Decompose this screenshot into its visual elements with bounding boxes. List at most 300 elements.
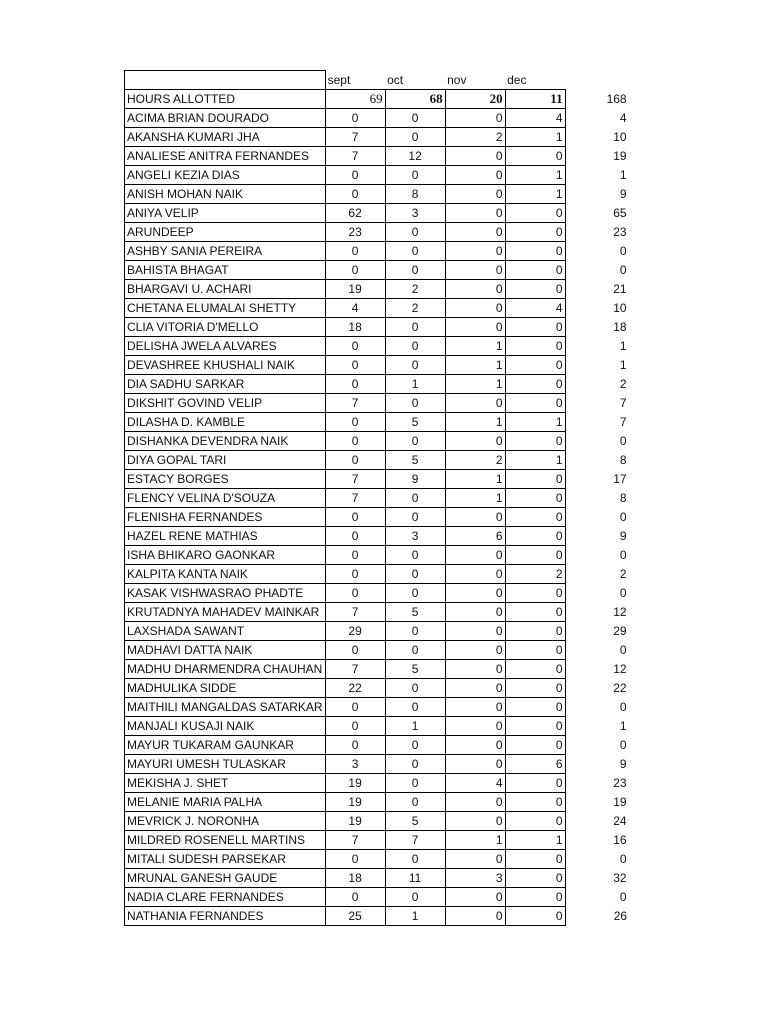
table-row bbox=[125, 868, 630, 887]
student-name: NATHANIA FERNANDES bbox=[125, 906, 326, 925]
table-row bbox=[125, 203, 630, 222]
student-name: MEKISHA J. SHET bbox=[125, 773, 326, 792]
dec-hours: 0 bbox=[505, 507, 565, 526]
dec-hours: 0 bbox=[505, 792, 565, 811]
table-row bbox=[125, 526, 630, 545]
table-row bbox=[125, 602, 630, 621]
nov-hours: 0 bbox=[445, 507, 505, 526]
sept-hours: 4 bbox=[325, 298, 385, 317]
nov-hours: 0 bbox=[445, 659, 505, 678]
oct-hours: 1 bbox=[385, 716, 445, 735]
student-name: HAZEL RENE MATHIAS bbox=[125, 526, 326, 545]
nov-hours: 0 bbox=[445, 602, 505, 621]
student-name: FLENCY VELINA D'SOUZA bbox=[125, 488, 326, 507]
nov-hours: 0 bbox=[445, 697, 505, 716]
oct-hours: 0 bbox=[385, 621, 445, 640]
sept-hours: 0 bbox=[325, 849, 385, 868]
month-header-sept: sept bbox=[327, 72, 351, 87]
table-row bbox=[125, 678, 630, 697]
dec-hours: 0 bbox=[505, 716, 565, 735]
dec-hours: 0 bbox=[505, 146, 565, 165]
total-hours: 1 bbox=[619, 167, 627, 182]
dec-hours: 1 bbox=[505, 412, 565, 431]
oct-hours: 5 bbox=[385, 811, 445, 830]
nov-hours: 1 bbox=[445, 336, 505, 355]
sept-hours: 7 bbox=[325, 469, 385, 488]
nov-hours: 4 bbox=[445, 773, 505, 792]
dec-hours: 0 bbox=[505, 906, 565, 925]
oct-hours: 5 bbox=[385, 412, 445, 431]
hours-oct: 68 bbox=[385, 89, 445, 108]
oct-hours: 0 bbox=[385, 678, 445, 697]
table-row bbox=[125, 412, 630, 431]
student-name: MADHULIKA SIDDE bbox=[125, 678, 326, 697]
nov-hours: 0 bbox=[445, 222, 505, 241]
table-row bbox=[125, 830, 630, 849]
nov-hours: 0 bbox=[445, 241, 505, 260]
oct-hours: 5 bbox=[385, 659, 445, 678]
oct-hours: 2 bbox=[385, 279, 445, 298]
table-row bbox=[125, 393, 630, 412]
student-name: CHETANA ELUMALAI SHETTY bbox=[125, 298, 326, 317]
total-hours: 23 bbox=[613, 224, 627, 239]
total-hours: 1 bbox=[619, 718, 627, 733]
sept-hours: 0 bbox=[325, 355, 385, 374]
nov-hours: 0 bbox=[445, 545, 505, 564]
total-hours: 24 bbox=[613, 813, 627, 828]
total-hours: 22 bbox=[613, 680, 627, 695]
nov-hours: 0 bbox=[445, 260, 505, 279]
student-name: NADIA CLARE FERNANDES bbox=[125, 887, 326, 906]
sept-hours: 25 bbox=[325, 906, 385, 925]
nov-hours: 0 bbox=[445, 792, 505, 811]
student-name: KRUTADNYA MAHADEV MAINKAR bbox=[125, 602, 326, 621]
oct-hours: 0 bbox=[385, 754, 445, 773]
sept-hours: 19 bbox=[325, 811, 385, 830]
sept-hours: 0 bbox=[325, 526, 385, 545]
sept-hours: 0 bbox=[325, 583, 385, 602]
oct-hours: 0 bbox=[385, 222, 445, 241]
dec-hours: 1 bbox=[505, 165, 565, 184]
sept-hours: 0 bbox=[325, 165, 385, 184]
total-hours: 8 bbox=[619, 490, 627, 505]
dec-hours: 0 bbox=[505, 241, 565, 260]
student-name: DIA SADHU SARKAR bbox=[125, 374, 326, 393]
attendance-hours-table bbox=[124, 70, 630, 926]
table-row bbox=[125, 317, 630, 336]
total-hours: 0 bbox=[619, 547, 627, 562]
sept-hours: 0 bbox=[325, 241, 385, 260]
oct-hours: 0 bbox=[385, 260, 445, 279]
student-name: ACIMA BRIAN DOURADO bbox=[125, 108, 326, 127]
hours-sept: 69 bbox=[325, 89, 385, 108]
hours-allotted-label: HOURS ALLOTTED bbox=[125, 89, 326, 108]
sept-hours: 0 bbox=[325, 450, 385, 469]
student-name: BAHISTA BHAGAT bbox=[125, 260, 326, 279]
total-hours: 9 bbox=[619, 186, 627, 201]
table-row bbox=[125, 469, 630, 488]
nov-hours: 0 bbox=[445, 754, 505, 773]
total-hours: 23 bbox=[613, 775, 627, 790]
table-row bbox=[125, 887, 630, 906]
sept-hours: 0 bbox=[325, 374, 385, 393]
table-row bbox=[125, 298, 630, 317]
total-hours: 17 bbox=[613, 471, 627, 486]
table-row bbox=[125, 545, 630, 564]
oct-hours: 0 bbox=[385, 773, 445, 792]
student-name: DIYA GOPAL TARI bbox=[125, 450, 326, 469]
sept-hours: 0 bbox=[325, 716, 385, 735]
table-row bbox=[125, 507, 630, 526]
dec-hours: 0 bbox=[505, 393, 565, 412]
oct-hours: 0 bbox=[385, 488, 445, 507]
student-name: DELISHA JWELA ALVARES bbox=[125, 336, 326, 355]
sept-hours: 0 bbox=[325, 735, 385, 754]
table-row bbox=[125, 127, 630, 146]
student-name: DIKSHIT GOVIND VELIP bbox=[125, 393, 326, 412]
total-hours: 7 bbox=[619, 414, 627, 429]
oct-hours: 7 bbox=[385, 830, 445, 849]
dec-hours: 1 bbox=[505, 127, 565, 146]
total-hours: 9 bbox=[619, 756, 627, 771]
student-name: LAXSHADA SAWANT bbox=[125, 621, 326, 640]
oct-hours: 0 bbox=[385, 564, 445, 583]
oct-hours: 0 bbox=[385, 507, 445, 526]
sept-hours: 19 bbox=[325, 792, 385, 811]
nov-hours: 0 bbox=[445, 887, 505, 906]
student-name: MANJALI KUSAJI NAIK bbox=[125, 716, 326, 735]
student-name: DISHANKA DEVENDRA NAIK bbox=[125, 431, 326, 450]
student-name: ISHA BHIKARO GAONKAR bbox=[125, 545, 326, 564]
table-row bbox=[125, 336, 630, 355]
student-name: MELANIE MARIA PALHA bbox=[125, 792, 326, 811]
student-name: FLENISHA FERNANDES bbox=[125, 507, 326, 526]
oct-hours: 5 bbox=[385, 450, 445, 469]
nov-hours: 0 bbox=[445, 811, 505, 830]
dec-hours: 0 bbox=[505, 526, 565, 545]
total-hours: 0 bbox=[619, 851, 627, 866]
total-hours: 0 bbox=[619, 262, 627, 277]
dec-hours: 0 bbox=[505, 203, 565, 222]
table-row bbox=[125, 146, 630, 165]
table-row bbox=[125, 564, 630, 583]
total-hours: 21 bbox=[613, 281, 627, 296]
table-row bbox=[125, 792, 630, 811]
oct-hours: 0 bbox=[385, 735, 445, 754]
oct-hours: 3 bbox=[385, 526, 445, 545]
dec-hours: 1 bbox=[505, 830, 565, 849]
table-row bbox=[125, 488, 630, 507]
dec-hours: 2 bbox=[505, 564, 565, 583]
oct-hours: 0 bbox=[385, 165, 445, 184]
student-name: MAYURI UMESH TULASKAR bbox=[125, 754, 326, 773]
nov-hours: 0 bbox=[445, 279, 505, 298]
total-header-cell bbox=[565, 71, 629, 90]
sept-hours: 0 bbox=[325, 184, 385, 203]
oct-hours: 3 bbox=[385, 203, 445, 222]
total-hours: 65 bbox=[613, 205, 627, 220]
student-name: ASHBY SANIA PEREIRA bbox=[125, 241, 326, 260]
table-row bbox=[125, 279, 630, 298]
total-hours: 0 bbox=[619, 737, 627, 752]
nov-hours: 0 bbox=[445, 640, 505, 659]
dec-hours: 0 bbox=[505, 583, 565, 602]
nov-hours: 0 bbox=[445, 564, 505, 583]
nov-hours: 1 bbox=[445, 374, 505, 393]
nov-hours: 0 bbox=[445, 203, 505, 222]
dec-hours: 1 bbox=[505, 450, 565, 469]
student-name: AKANSHA KUMARI JHA bbox=[125, 127, 326, 146]
dec-hours: 0 bbox=[505, 545, 565, 564]
dec-hours: 6 bbox=[505, 754, 565, 773]
student-name: ANISH MOHAN NAIK bbox=[125, 184, 326, 203]
total-hours: 10 bbox=[613, 300, 627, 315]
hours-total: 168 bbox=[606, 91, 627, 106]
student-name: CLIA VITORIA D'MELLO bbox=[125, 317, 326, 336]
table-row bbox=[125, 621, 630, 640]
oct-hours: 12 bbox=[385, 146, 445, 165]
oct-hours: 0 bbox=[385, 640, 445, 659]
total-hours: 2 bbox=[619, 566, 627, 581]
student-name: DILASHA D. KAMBLE bbox=[125, 412, 326, 431]
oct-hours: 0 bbox=[385, 545, 445, 564]
student-name: MAITHILI MANGALDAS SATARKAR bbox=[125, 697, 326, 716]
month-header-oct: oct bbox=[387, 72, 404, 87]
total-hours: 29 bbox=[613, 623, 627, 638]
month-header-dec: dec bbox=[507, 72, 527, 87]
student-name: KALPITA KANTA NAIK bbox=[125, 564, 326, 583]
oct-hours: 0 bbox=[385, 431, 445, 450]
nov-hours: 0 bbox=[445, 431, 505, 450]
student-name: ESTACY BORGES bbox=[125, 469, 326, 488]
sept-hours: 0 bbox=[325, 431, 385, 450]
nov-hours: 0 bbox=[445, 906, 505, 925]
total-hours: 9 bbox=[619, 528, 627, 543]
table-row bbox=[125, 583, 630, 602]
table-row bbox=[125, 754, 630, 773]
month-header-nov: nov bbox=[447, 72, 467, 87]
total-hours: 16 bbox=[613, 832, 627, 847]
dec-hours: 0 bbox=[505, 222, 565, 241]
sept-hours: 0 bbox=[325, 697, 385, 716]
table-row bbox=[125, 735, 630, 754]
sept-hours: 0 bbox=[325, 260, 385, 279]
nov-hours: 0 bbox=[445, 146, 505, 165]
sept-hours: 0 bbox=[325, 887, 385, 906]
sept-hours: 7 bbox=[325, 488, 385, 507]
table-row bbox=[125, 697, 630, 716]
oct-hours: 1 bbox=[385, 374, 445, 393]
total-hours: 1 bbox=[619, 338, 627, 353]
student-name: MADHAVI DATTA NAIK bbox=[125, 640, 326, 659]
total-hours: 12 bbox=[613, 604, 627, 619]
nov-hours: 0 bbox=[445, 621, 505, 640]
oct-hours: 0 bbox=[385, 127, 445, 146]
total-hours: 12 bbox=[613, 661, 627, 676]
dec-hours: 0 bbox=[505, 260, 565, 279]
sept-hours: 0 bbox=[325, 336, 385, 355]
nov-hours: 0 bbox=[445, 583, 505, 602]
total-hours: 0 bbox=[619, 699, 627, 714]
table-row bbox=[125, 906, 630, 925]
dec-hours: 0 bbox=[505, 773, 565, 792]
oct-hours: 8 bbox=[385, 184, 445, 203]
student-name: KASAK VISHWASRAO PHADTE bbox=[125, 583, 326, 602]
table-row bbox=[125, 374, 630, 393]
nov-hours: 1 bbox=[445, 355, 505, 374]
oct-hours: 0 bbox=[385, 583, 445, 602]
table-row bbox=[125, 716, 630, 735]
dec-hours: 0 bbox=[505, 868, 565, 887]
student-name: MILDRED ROSENELL MARTINS bbox=[125, 830, 326, 849]
dec-hours: 0 bbox=[505, 811, 565, 830]
nov-hours: 2 bbox=[445, 450, 505, 469]
total-hours: 0 bbox=[619, 585, 627, 600]
dec-hours: 0 bbox=[505, 602, 565, 621]
table-row bbox=[125, 849, 630, 868]
student-name: ANIYA VELIP bbox=[125, 203, 326, 222]
sept-hours: 19 bbox=[325, 773, 385, 792]
dec-hours: 0 bbox=[505, 887, 565, 906]
student-name: MEVRICK J. NORONHA bbox=[125, 811, 326, 830]
sept-hours: 7 bbox=[325, 146, 385, 165]
dec-hours: 4 bbox=[505, 298, 565, 317]
sept-hours: 0 bbox=[325, 108, 385, 127]
nov-hours: 0 bbox=[445, 735, 505, 754]
dec-hours: 0 bbox=[505, 678, 565, 697]
oct-hours: 0 bbox=[385, 393, 445, 412]
dec-hours: 0 bbox=[505, 640, 565, 659]
total-hours: 0 bbox=[619, 243, 627, 258]
nov-hours: 0 bbox=[445, 716, 505, 735]
sept-hours: 7 bbox=[325, 830, 385, 849]
oct-hours: 0 bbox=[385, 336, 445, 355]
dec-hours: 0 bbox=[505, 431, 565, 450]
total-hours: 4 bbox=[619, 110, 627, 125]
student-name: BHARGAVI U. ACHARI bbox=[125, 279, 326, 298]
nov-hours: 0 bbox=[445, 298, 505, 317]
sept-hours: 19 bbox=[325, 279, 385, 298]
hours-dec: 11 bbox=[505, 89, 565, 108]
table-row bbox=[125, 222, 630, 241]
dec-hours: 0 bbox=[505, 469, 565, 488]
oct-hours: 9 bbox=[385, 469, 445, 488]
dec-hours: 0 bbox=[505, 374, 565, 393]
table-row bbox=[125, 811, 630, 830]
hours-nov: 20 bbox=[445, 89, 505, 108]
blank-header-cell bbox=[125, 71, 326, 90]
dec-hours: 0 bbox=[505, 317, 565, 336]
total-hours: 0 bbox=[619, 642, 627, 657]
oct-hours: 0 bbox=[385, 241, 445, 260]
sept-hours: 7 bbox=[325, 393, 385, 412]
dec-hours: 0 bbox=[505, 279, 565, 298]
nov-hours: 0 bbox=[445, 317, 505, 336]
total-hours: 19 bbox=[613, 794, 627, 809]
table-row bbox=[125, 260, 630, 279]
total-hours: 19 bbox=[613, 148, 627, 163]
dec-hours: 0 bbox=[505, 849, 565, 868]
student-name: DEVASHREE KHUSHALI NAIK bbox=[125, 355, 326, 374]
dec-hours: 1 bbox=[505, 184, 565, 203]
oct-hours: 11 bbox=[385, 868, 445, 887]
dec-hours: 4 bbox=[505, 108, 565, 127]
table-row bbox=[125, 450, 630, 469]
total-hours: 26 bbox=[613, 908, 628, 923]
hours-allotted-row bbox=[125, 89, 630, 108]
sept-hours: 7 bbox=[325, 602, 385, 621]
nov-hours: 3 bbox=[445, 868, 505, 887]
sept-hours: 62 bbox=[325, 203, 385, 222]
student-name: ANGELI KEZIA DIAS bbox=[125, 165, 326, 184]
dec-hours: 0 bbox=[505, 488, 565, 507]
nov-hours: 0 bbox=[445, 678, 505, 697]
nov-hours: 1 bbox=[445, 488, 505, 507]
nov-hours: 0 bbox=[445, 108, 505, 127]
nov-hours: 0 bbox=[445, 849, 505, 868]
nov-hours: 0 bbox=[445, 393, 505, 412]
table-row bbox=[125, 165, 630, 184]
total-hours: 0 bbox=[619, 433, 627, 448]
nov-hours: 2 bbox=[445, 127, 505, 146]
oct-hours: 2 bbox=[385, 298, 445, 317]
sept-hours: 0 bbox=[325, 564, 385, 583]
student-name: MADHU DHARMENDRA CHAUHAN bbox=[125, 659, 326, 678]
nov-hours: 6 bbox=[445, 526, 505, 545]
dec-hours: 0 bbox=[505, 336, 565, 355]
table-row bbox=[125, 355, 630, 374]
total-hours: 0 bbox=[619, 889, 627, 904]
dec-hours: 0 bbox=[505, 621, 565, 640]
dec-hours: 0 bbox=[505, 697, 565, 716]
sept-hours: 23 bbox=[325, 222, 385, 241]
dec-hours: 0 bbox=[505, 659, 565, 678]
table-row bbox=[125, 108, 630, 127]
dec-hours: 0 bbox=[505, 735, 565, 754]
sept-hours: 0 bbox=[325, 507, 385, 526]
oct-hours: 0 bbox=[385, 887, 445, 906]
total-hours: 0 bbox=[619, 509, 627, 524]
oct-hours: 0 bbox=[385, 849, 445, 868]
table-row bbox=[125, 241, 630, 260]
oct-hours: 0 bbox=[385, 108, 445, 127]
table-row bbox=[125, 431, 630, 450]
sept-hours: 7 bbox=[325, 127, 385, 146]
total-hours: 18 bbox=[613, 319, 627, 334]
table-row bbox=[125, 640, 630, 659]
student-name: MRUNAL GANESH GAUDE bbox=[125, 868, 326, 887]
sept-hours: 0 bbox=[325, 640, 385, 659]
sept-hours: 29 bbox=[325, 621, 385, 640]
table-row bbox=[125, 184, 630, 203]
total-hours: 1 bbox=[619, 357, 627, 372]
sept-hours: 0 bbox=[325, 545, 385, 564]
total-hours: 7 bbox=[619, 395, 627, 410]
nov-hours: 0 bbox=[445, 165, 505, 184]
sept-hours: 3 bbox=[325, 754, 385, 773]
month-header-row bbox=[125, 71, 630, 90]
oct-hours: 5 bbox=[385, 602, 445, 621]
table-row bbox=[125, 659, 630, 678]
oct-hours: 1 bbox=[385, 906, 445, 925]
student-name: MAYUR TUKARAM GAUNKAR bbox=[125, 735, 326, 754]
nov-hours: 1 bbox=[445, 830, 505, 849]
student-name: MITALI SUDESH PARSEKAR bbox=[125, 849, 326, 868]
total-hours: 2 bbox=[619, 376, 627, 391]
sept-hours: 18 bbox=[325, 317, 385, 336]
sept-hours: 22 bbox=[325, 678, 385, 697]
nov-hours: 0 bbox=[445, 184, 505, 203]
